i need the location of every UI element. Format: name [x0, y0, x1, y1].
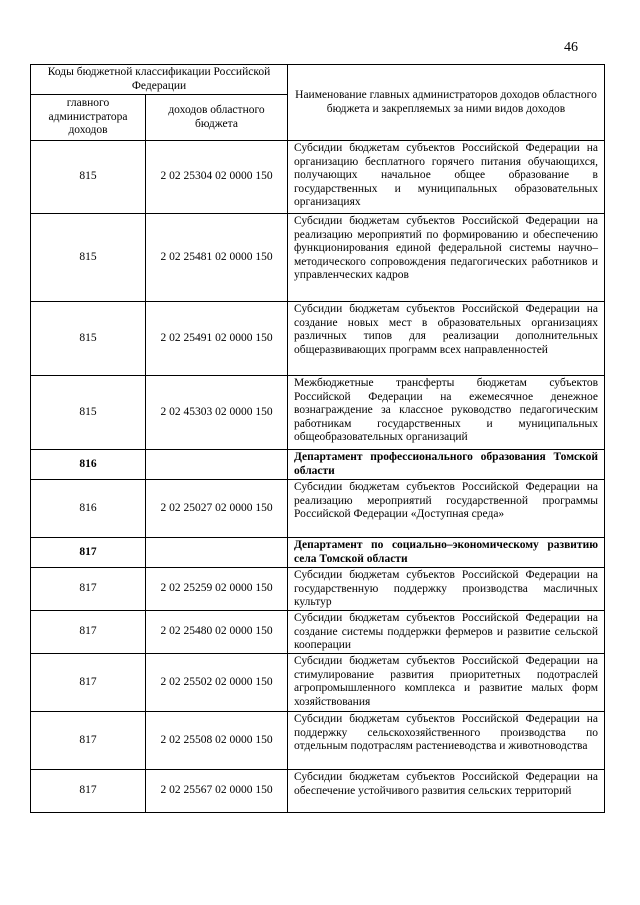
table-row [31, 141, 605, 214]
income-name-cell: Субсидии бюджетам субъектов Российской Федерации на реализацию мероприятий государственной программы Российской Федерации «Доступная среда» [288, 480, 605, 538]
admin-column-header: главного администратора доходов [31, 95, 146, 141]
admin-code-cell: 815 [31, 141, 146, 214]
admin-code-cell: 817 [31, 538, 146, 568]
income-name-cell: Субсидии бюджетам субъектов Российской Федерации на реализацию мероприятий по формированию и обеспечению функционирования единой федеральной системы научно–методического сопровождения педагогических работников и управленческих кадров [288, 214, 605, 302]
income-name-cell: Субсидии бюджетам субъектов Российской Федерации на государственную поддержку производства масличных культур [288, 568, 605, 611]
income-code-cell: 2 02 25508 02 0000 150 [146, 712, 288, 770]
income-code-cell [146, 450, 288, 480]
income-name-cell: Субсидии бюджетам субъектов Российской Федерации на обеспечение устойчивого развития сельских территорий [288, 770, 605, 813]
admin-code-cell: 817 [31, 568, 146, 611]
codes-group-header: Коды бюджетной классификации Российской Федерации [31, 65, 288, 95]
name-column-header: Наименование главных администраторов доходов областного бюджета и закрепляемых за ними видов доходов [288, 65, 605, 141]
table-row [31, 611, 605, 654]
table-body [31, 141, 605, 813]
admin-code-cell: 816 [31, 450, 146, 480]
income-name-cell: Межбюджетные трансферты бюджетам субъектов Российской Федерации на ежемесячное денежное вознаграждение за классное руководство педагогическим работникам государственных и муниципальных общеобразовательных организаций [288, 376, 605, 450]
income-code-cell [146, 538, 288, 568]
table-row [31, 376, 605, 450]
income-code-cell: 2 02 25502 02 0000 150 [146, 654, 288, 712]
department-name-cell: Департамент профессионального образования Томской области [288, 450, 605, 480]
admin-code-cell: 816 [31, 480, 146, 538]
admin-code-cell: 815 [31, 376, 146, 450]
admin-code-cell: 815 [31, 214, 146, 302]
table-row [31, 302, 605, 376]
admin-code-cell: 815 [31, 302, 146, 376]
income-name-cell: Субсидии бюджетам субъектов Российской Федерации на стимулирование развития приоритетных подотраслей агропромышленного комплекса и развитие малых форм хозяйствования [288, 654, 605, 712]
income-code-cell: 2 02 25567 02 0000 150 [146, 770, 288, 813]
table-row [31, 770, 605, 813]
admin-code-cell: 817 [31, 654, 146, 712]
table-row [31, 480, 605, 538]
income-name-cell: Субсидии бюджетам субъектов Российской Федерации на поддержку сельскохозяйственного производства по отдельным подотраслям растениеводства и животноводства [288, 712, 605, 770]
admin-code-cell: 817 [31, 712, 146, 770]
income-code-cell: 2 02 25259 02 0000 150 [146, 568, 288, 611]
income-column-header: доходов областного бюджета [146, 95, 288, 141]
income-name-cell: Субсидии бюджетам субъектов Российской Федерации на создание новых мест в образовательных организациях различных типов для реализации дополнительных общеразвивающих программ всех направленностей [288, 302, 605, 376]
department-name-cell: Департамент по социально–экономическому развитию села Томской области [288, 538, 605, 568]
income-code-cell: 2 02 25481 02 0000 150 [146, 214, 288, 302]
department-row [31, 538, 605, 568]
income-code-cell: 2 02 25480 02 0000 150 [146, 611, 288, 654]
income-name-cell: Субсидии бюджетам субъектов Российской Федерации на создание системы поддержки фермеров и развитие сельской кооперации [288, 611, 605, 654]
admin-code-cell: 817 [31, 770, 146, 813]
table-row [31, 654, 605, 712]
table-row [31, 214, 605, 302]
income-code-cell: 2 02 25491 02 0000 150 [146, 302, 288, 376]
table-row [31, 712, 605, 770]
department-row [31, 450, 605, 480]
admin-code-cell: 817 [31, 611, 146, 654]
budget-classification-table [30, 64, 605, 813]
income-name-cell: Субсидии бюджетам субъектов Российской Федерации на организацию бесплатного горячего питания обучающихся, получающих начальное общее образование в государственных и муниципальных образовательных организациях [288, 141, 605, 214]
income-code-cell: 2 02 25027 02 0000 150 [146, 480, 288, 538]
page-number: 46 [564, 40, 578, 55]
income-code-cell: 2 02 45303 02 0000 150 [146, 376, 288, 450]
table-row [31, 568, 605, 611]
income-code-cell: 2 02 25304 02 0000 150 [146, 141, 288, 214]
